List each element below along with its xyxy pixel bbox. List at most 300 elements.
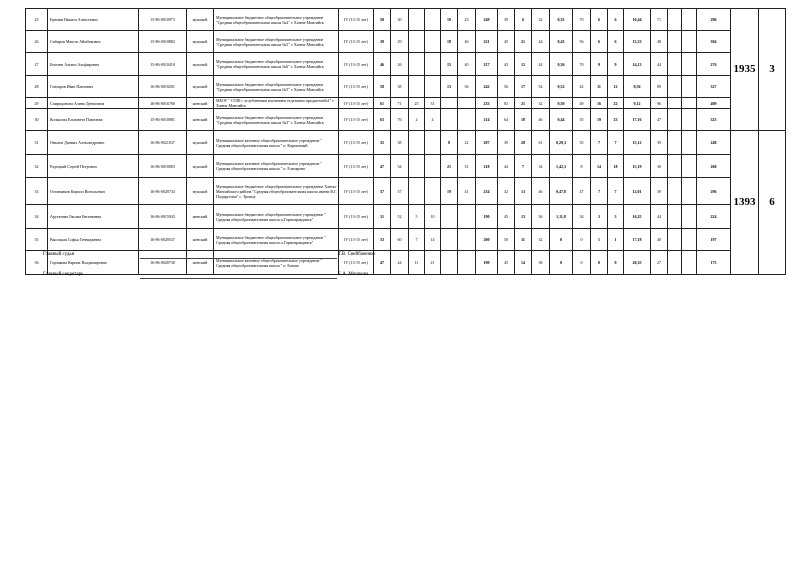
score-cell-17: [668, 9, 682, 31]
participant-id: 15-86-0010882: [139, 31, 187, 53]
score-cell-13: 14: [591, 155, 608, 178]
participant-id: 15-86-0010973: [139, 9, 187, 31]
score-cell-2: 26: [391, 53, 409, 76]
score-cell-13: 7: [591, 131, 608, 155]
score-cell-1: 61: [374, 98, 391, 109]
score-cell-18: [682, 251, 697, 275]
score-cell-4: 4: [425, 109, 441, 131]
score-cell-14: 23: [608, 109, 624, 131]
score-cell-16: 89: [651, 76, 668, 98]
score-cell-14: 22: [608, 98, 624, 109]
participant-name: Еремин Никита Алексеевич: [48, 9, 139, 31]
score-cell-12: 34: [573, 205, 591, 229]
score-cell-19: 304: [697, 31, 731, 53]
score-cell-19: 296: [697, 178, 731, 205]
score-cell-8: 45: [498, 251, 515, 275]
score-cell-3: 5: [409, 205, 425, 229]
score-cell-7: 221: [476, 31, 498, 53]
school: Муниципальное казенное общеобразовательное учреждение " Средняя общеобразовательная школа " п. Кирпичный: [214, 131, 339, 155]
age-group: IV (13-15 лет): [339, 251, 374, 275]
score-cell-2: 76: [391, 109, 409, 131]
score-cell-4: 14: [425, 229, 441, 251]
team-place: 3: [759, 9, 786, 131]
score-cell-4: [425, 31, 441, 53]
school: Муниципальное казенное общеобразовательное учреждение " Средняя общеобразовательная школа " п. Батово: [214, 251, 339, 275]
score-cell-14: 3: [608, 205, 624, 229]
score-cell-16: 39: [651, 131, 668, 155]
score-cell-12: 56: [573, 31, 591, 53]
score-cell-9: 17: [515, 76, 532, 98]
score-cell-3: [409, 53, 425, 76]
participant-name: Останявков Кирилл Витальевич: [48, 178, 139, 205]
score-cell-19: 197: [697, 229, 731, 251]
score-cell-11: 0: [550, 251, 573, 275]
row-number: 32: [26, 155, 48, 178]
participant-name: Бектаев Альназ Альфирович: [48, 53, 139, 76]
score-cell-14: 18: [608, 155, 624, 178]
age-group: IV (13-15 лет): [339, 76, 374, 98]
score-cell-8: 56: [498, 76, 515, 98]
score-cell-16: 44: [651, 205, 668, 229]
score-cell-9: 12: [515, 53, 532, 76]
score-cell-12: 35: [573, 131, 591, 155]
score-cell-6: 41: [458, 178, 476, 205]
score-cell-2: 60: [391, 229, 409, 251]
team-total: 1935: [731, 9, 759, 131]
score-cell-2: 71: [391, 98, 409, 109]
score-cell-7: 249: [476, 9, 498, 31]
score-cell-8: 45: [498, 205, 515, 229]
score-cell-13: 9: [591, 53, 608, 76]
score-cell-7: 190: [476, 205, 498, 229]
score-cell-2: 44: [391, 251, 409, 275]
score-cell-10: 54: [532, 76, 550, 98]
row-number: 33: [26, 178, 48, 205]
score-cell-1: 35: [374, 131, 391, 155]
score-cell-17: [668, 178, 682, 205]
score-cell-10: 34: [532, 155, 550, 178]
score-cell-7: 200: [476, 229, 498, 251]
score-cell-15: 10,44: [624, 9, 651, 31]
score-cell-8: 83: [498, 98, 515, 109]
age-group: IV (13-15 лет): [339, 155, 374, 178]
score-cell-14: 0: [608, 251, 624, 275]
score-cell-3: [409, 155, 425, 178]
score-cell-12: 42: [573, 76, 591, 98]
score-cell-6: [458, 109, 476, 131]
score-cell-13: 0: [591, 251, 608, 275]
score-cell-3: [409, 9, 425, 31]
participant-name: Спиридонова Алина Денисовна: [48, 98, 139, 109]
age-group: IV (13-15 лет): [339, 98, 374, 109]
gender: мужской: [187, 31, 214, 53]
score-cell-5: 19: [441, 178, 458, 205]
participant-id: 16-86-0015943: [139, 205, 187, 229]
score-cell-6: 51: [458, 155, 476, 178]
score-cell-11: 0: [550, 229, 573, 251]
score-cell-11: 0,29,3: [550, 131, 573, 155]
score-cell-19: 248: [697, 131, 731, 155]
score-cell-9: 14: [515, 251, 532, 275]
score-cell-1: 39: [374, 31, 391, 53]
score-cell-18: [682, 31, 697, 53]
score-cell-4: [425, 53, 441, 76]
score-cell-18: [682, 178, 697, 205]
score-cell-1: 33: [374, 229, 391, 251]
team-place: 6: [759, 131, 786, 275]
score-cell-7: 233: [476, 98, 498, 109]
age-group: IV (13-15 лет): [339, 178, 374, 205]
score-cell-2: 38: [391, 131, 409, 155]
school: Муниципальное бюджетное общеобразовательное учреждение "Средняя общеобразовательная школа №5" г. Ханты-Мансийск: [214, 31, 339, 53]
score-cell-10: 61: [532, 131, 550, 155]
participant-name: Высоцкая Софья Геннадьевна: [48, 229, 139, 251]
score-cell-13: 6: [591, 31, 608, 53]
score-cell-19: 224: [697, 205, 731, 229]
participant-id: 16-86-0016780: [139, 98, 187, 109]
participant-name: Оныгов Даниил Александрович: [48, 131, 139, 155]
score-cell-7: 234: [476, 178, 498, 205]
participant-name: Арутюнян Оксана Евгеньевна: [48, 205, 139, 229]
chief-secretary-signature-line: [140, 278, 337, 279]
score-cell-7: 207: [476, 131, 498, 155]
score-cell-9: 21: [515, 31, 532, 53]
gender: женский: [187, 251, 214, 275]
score-cell-14: 6: [608, 9, 624, 31]
score-cell-2: 30: [391, 9, 409, 31]
table-row: [26, 251, 786, 275]
chief-secretary-name: Е.А. Мошкова: [338, 272, 369, 277]
score-cell-9: 13: [515, 178, 532, 205]
score-cell-5: [441, 98, 458, 109]
score-cell-19: 260: [697, 155, 731, 178]
score-cell-11: 1,42,3: [550, 155, 573, 178]
score-cell-8: 39: [498, 131, 515, 155]
school: Муниципальное бюджетное общеобразовательное учреждение "Средняя общеобразовательная школа №3" г. Ханты-Мансийск: [214, 109, 339, 131]
score-cell-16: 40: [651, 229, 668, 251]
score-cell-6: 23: [458, 9, 476, 31]
score-cell-18: [682, 229, 697, 251]
score-cell-12: 70: [573, 53, 591, 76]
score-cell-4: 31: [425, 98, 441, 109]
score-cell-10: 36: [532, 205, 550, 229]
score-cell-5: 15: [441, 53, 458, 76]
score-cell-15: 16,25: [624, 205, 651, 229]
score-cell-3: [409, 31, 425, 53]
score-cell-9: 21: [515, 98, 532, 109]
score-cell-5: 13: [441, 76, 458, 98]
score-cell-17: [668, 205, 682, 229]
score-cell-8: 44: [498, 155, 515, 178]
score-cell-12: 47: [573, 178, 591, 205]
score-cell-5: [441, 229, 458, 251]
score-cell-15: 15,19: [624, 155, 651, 178]
row-number: 28: [26, 76, 48, 98]
score-cell-3: 25: [409, 98, 425, 109]
score-cell-9: 11: [515, 229, 532, 251]
score-cell-1: 37: [374, 178, 391, 205]
age-group: IV (13-15 лет): [339, 205, 374, 229]
score-cell-8: 32: [498, 178, 515, 205]
row-number: 25: [26, 9, 48, 31]
gender: мужской: [187, 76, 214, 98]
score-cell-17: [668, 31, 682, 53]
score-cell-5: [441, 251, 458, 275]
score-cell-14: 9: [608, 53, 624, 76]
score-cell-3: [409, 131, 425, 155]
score-cell-19: 409: [697, 98, 731, 109]
score-cell-2: 34: [391, 155, 409, 178]
score-cell-2: 37: [391, 178, 409, 205]
score-cell-18: [682, 205, 697, 229]
score-cell-7: 190: [476, 251, 498, 275]
row-number: 27: [26, 53, 48, 76]
gender: мужской: [187, 9, 214, 31]
table-row: [26, 9, 786, 31]
score-cell-15: 15,12: [624, 131, 651, 155]
score-cell-6: [458, 98, 476, 109]
score-cell-9: 6: [515, 9, 532, 31]
score-cell-11: 0,43: [550, 31, 573, 53]
chief-secretary-label: Главный секретарь: [43, 272, 84, 277]
score-cell-17: [668, 155, 682, 178]
score-cell-15: 20,35: [624, 251, 651, 275]
score-cell-15: 17,16: [624, 109, 651, 131]
score-cell-1: 47: [374, 155, 391, 178]
score-cell-10: 38: [532, 251, 550, 275]
age-group: IV (13-15 лет): [339, 131, 374, 155]
row-number: 31: [26, 131, 48, 155]
score-cell-14: 7: [608, 178, 624, 205]
gender: мужской: [187, 53, 214, 76]
participant-id: 15-86-0010410: [139, 53, 187, 76]
participant-id: 16-86-0018083: [139, 155, 187, 178]
score-cell-3: 11: [409, 251, 425, 275]
score-cell-1: 63: [374, 109, 391, 131]
score-cell-11: 1,11,8: [550, 205, 573, 229]
score-cell-16: 48: [651, 31, 668, 53]
participant-name: Копылова Елизавета Павловна: [48, 109, 139, 131]
score-cell-19: 323: [697, 109, 731, 131]
score-cell-10: 44: [532, 53, 550, 76]
score-cell-6: [458, 229, 476, 251]
participant-id: 16-86-0020734: [139, 178, 187, 205]
score-cell-12: 0: [573, 229, 591, 251]
team-total: 1393: [731, 131, 759, 275]
score-cell-5: 18: [441, 31, 458, 53]
score-cell-19: 296: [697, 9, 731, 31]
score-cell-7: 218: [476, 155, 498, 178]
age-group: IV (13-15 лет): [339, 53, 374, 76]
score-cell-8: 43: [498, 53, 515, 76]
school: МБОУ " СОШ с углубленным изучением отдельных предметов№1" г. Ханты-Мансийск: [214, 98, 339, 109]
score-cell-13: 7: [591, 178, 608, 205]
age-group: IV (13-15 лет): [339, 9, 374, 31]
gender: мужской: [187, 131, 214, 155]
score-cell-17: [668, 76, 682, 98]
score-cell-10: 32: [532, 229, 550, 251]
table-row: [26, 31, 786, 53]
score-cell-13: 3: [591, 205, 608, 229]
school: Муниципальное бюджетное общеобразовательное учреждение " Средняя общеобразовательная школа п.Горноправдинск": [214, 229, 339, 251]
score-cell-18: [682, 53, 697, 76]
chief-judge-label: Главный судья: [43, 252, 75, 257]
score-cell-8: 50: [498, 229, 515, 251]
score-cell-5: 21: [441, 155, 458, 178]
score-cell-11: 0,35: [550, 9, 573, 31]
school: Муниципальное бюджетное общеобразовательное учреждение "Средняя общеобразовательная школа №5" г. Ханты-Мансийск: [214, 76, 339, 98]
score-cell-17: [668, 53, 682, 76]
score-cell-18: [682, 155, 697, 178]
score-cell-10: 32: [532, 9, 550, 31]
participant-name: Горчакова Карина Владимировна: [48, 251, 139, 275]
score-cell-13: 1: [591, 229, 608, 251]
chief-judge-signature-line: [140, 258, 337, 259]
score-cell-1: 47: [374, 251, 391, 275]
row-number: 34: [26, 205, 48, 229]
table-row: [26, 131, 786, 155]
score-cell-10: 46: [532, 109, 550, 131]
participant-id: 16-86-0020730: [139, 251, 187, 275]
score-cell-3: 2: [409, 109, 425, 131]
gender: женский: [187, 229, 214, 251]
results-table: [25, 8, 786, 275]
score-cell-15: 14,13: [624, 53, 651, 76]
row-number: 26: [26, 31, 48, 53]
participant-name: Гончаров Иван Павлович: [48, 76, 139, 98]
score-cell-11: 0,50: [550, 98, 573, 109]
score-cell-1: 58: [374, 76, 391, 98]
score-cell-14: 1: [608, 229, 624, 251]
score-cell-8: 39: [498, 9, 515, 31]
table-row: [26, 98, 786, 109]
score-cell-5: [441, 205, 458, 229]
age-group: IV (13-15 лет): [339, 109, 374, 131]
school: Муниципальное бюджетное общеобразовательное учреждение "Средняя общеобразовательная школа №4" г. Ханты-Мансийск: [214, 9, 339, 31]
score-cell-12: 70: [573, 9, 591, 31]
score-cell-16: 27: [651, 251, 668, 275]
score-cell-19: 175: [697, 251, 731, 275]
table-row: [26, 155, 786, 178]
score-cell-1: 50: [374, 9, 391, 31]
school: Муниципальное бюджетное общеобразовательное учреждение " Средняя общеобразовательная школа п.Горноправдинск": [214, 205, 339, 229]
score-cell-16: 47: [651, 109, 668, 131]
score-cell-15: 13,33: [624, 31, 651, 53]
participant-name: Радецкий Сергей Петрович: [48, 155, 139, 178]
gender: мужской: [187, 178, 214, 205]
score-cell-16: 39: [651, 178, 668, 205]
score-cell-18: [682, 98, 697, 109]
score-cell-2: 38: [391, 76, 409, 98]
score-cell-18: [682, 131, 697, 155]
participant-name: Сибиров Максат Айыбекович: [48, 31, 139, 53]
table-row: [26, 205, 786, 229]
score-cell-15: 9,12: [624, 98, 651, 109]
score-cell-17: [668, 229, 682, 251]
score-cell-1: 46: [374, 53, 391, 76]
score-cell-8: 45: [498, 31, 515, 53]
score-cell-9: 28: [515, 131, 532, 155]
score-cell-14: 12: [608, 76, 624, 98]
score-cell-3: [409, 76, 425, 98]
score-cell-4: 21: [425, 251, 441, 275]
score-cell-3: 7: [409, 229, 425, 251]
score-cell-11: 0,47,8: [550, 178, 573, 205]
score-cell-14: 7: [608, 131, 624, 155]
score-cell-12: 0: [573, 251, 591, 275]
score-cell-4: 10: [425, 205, 441, 229]
score-cell-14: 6: [608, 31, 624, 53]
score-cell-1: 31: [374, 205, 391, 229]
score-cell-11: 0,36: [550, 53, 573, 76]
score-cell-4: [425, 9, 441, 31]
score-cell-17: [668, 98, 682, 109]
score-cell-13: 6: [591, 9, 608, 31]
score-cell-7: 242: [476, 76, 498, 98]
score-cell-12: 35: [573, 109, 591, 131]
score-cell-15: 17,18: [624, 229, 651, 251]
score-cell-16: 71: [651, 9, 668, 31]
score-cell-9: 7: [515, 155, 532, 178]
score-cell-13: 19: [591, 109, 608, 131]
score-cell-6: 40: [458, 53, 476, 76]
school: Муниципальное бюджетное общеобразовательное учреждение "Средняя общеобразовательная школа №6" г. Ханты-Мансийск: [214, 53, 339, 76]
score-cell-18: [682, 9, 697, 31]
score-cell-12: 8: [573, 155, 591, 178]
score-cell-13: 16: [591, 98, 608, 109]
score-cell-5: 8: [441, 131, 458, 155]
score-cell-4: [425, 76, 441, 98]
score-cell-5: [441, 109, 458, 131]
score-cell-19: 327: [697, 76, 731, 98]
score-cell-5: 10: [441, 9, 458, 31]
table-row: [26, 76, 786, 98]
score-cell-10: 32: [532, 98, 550, 109]
score-cell-10: 44: [532, 31, 550, 53]
participant-id: 16-86-0020537: [139, 229, 187, 251]
participant-id: 16-86-0021037: [139, 131, 187, 155]
score-cell-17: [668, 251, 682, 275]
age-group: IV (13-15 лет): [339, 31, 374, 53]
gender: женский: [187, 98, 214, 109]
score-cell-6: 22: [458, 131, 476, 155]
score-cell-17: [668, 109, 682, 131]
age-group: IV (13-15 лет): [339, 229, 374, 251]
chief-judge-name: Т.В. Свейбаченко: [338, 252, 375, 257]
gender: мужской: [187, 155, 214, 178]
score-cell-15: 8,56: [624, 76, 651, 98]
score-cell-16: 96: [651, 98, 668, 109]
row-number: 36: [26, 251, 48, 275]
score-cell-13: 11: [591, 76, 608, 98]
score-cell-6: 36: [458, 76, 476, 98]
score-cell-16: 44: [651, 53, 668, 76]
score-cell-7: 217: [476, 53, 498, 76]
score-cell-2: 29: [391, 31, 409, 53]
score-cell-16: 30: [651, 155, 668, 178]
table-row: [26, 53, 786, 76]
table-row: [26, 178, 786, 205]
score-cell-19: 276: [697, 53, 731, 76]
score-cell-11: 0,52: [550, 76, 573, 98]
score-cell-10: 46: [532, 178, 550, 205]
score-cell-9: 13: [515, 205, 532, 229]
score-cell-9: 18: [515, 109, 532, 131]
score-cell-6: [458, 205, 476, 229]
participant-id: 16-86-0018201: [139, 76, 187, 98]
school: Муниципальное бюджетное общеобразовательное учреждение Ханты-Мансийского района "Средняя общеобразовательная школа имени В.Г. Подпругина" с. Троица: [214, 178, 339, 205]
score-cell-4: [425, 155, 441, 178]
